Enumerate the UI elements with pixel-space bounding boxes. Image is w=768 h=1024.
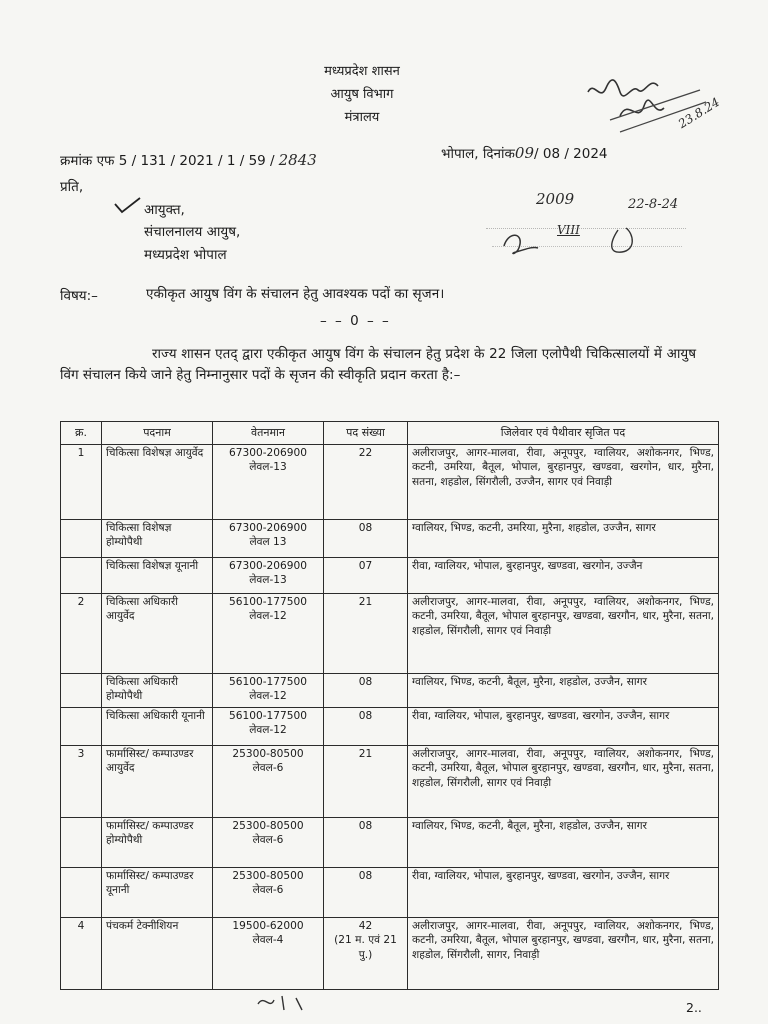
recipient-to: प्रति,	[60, 179, 84, 195]
separator: – – 0 – –	[320, 313, 391, 329]
table-row	[61, 558, 719, 594]
recipient-line3: मध्यप्रदेश भोपाल	[144, 247, 227, 263]
cell-districts: ग्वालियर, भिण्ड, कटनी, बैतूल, मुरैना, शहडोल, उज्जैन, सागर	[408, 674, 719, 708]
cell-count: 08	[324, 674, 408, 708]
recipient-line1: आयुक्त,	[144, 202, 185, 218]
table-header-row	[61, 422, 719, 445]
cell-sn	[61, 674, 102, 708]
cell-count: 08	[324, 818, 408, 868]
cell-count: 08	[324, 708, 408, 746]
header-post: पदनाम	[102, 422, 213, 445]
handwritten-day: 09	[514, 144, 535, 162]
govt-header: मध्यप्रदेश शासन	[324, 64, 400, 79]
posts-table	[60, 421, 719, 990]
cell-count: 21	[324, 746, 408, 818]
cell-districts: अलीराजपुर, आगर-मालवा, रीवा, अनूपपुर, ग्वालियर, अशोकनगर, भिण्ड, कटनी, उमरिया, बैतूल, भोपाल बुरहानपुर, खण्डवा, खरगौन, धार, मुरैना, सतना, शहडोल, सिंगरौली, सागर, निवाड़ी	[408, 918, 719, 990]
table-row	[61, 818, 719, 868]
header-sn: क्र.	[61, 422, 102, 445]
cell-districts: ग्वालियर, भिण्ड, कटनी, उमरिया, मुरैना, शहडोल, उज्जैन, सागर	[408, 520, 719, 558]
table-row	[61, 520, 719, 558]
order-paragraph: राज्य शासन एतद् द्वारा एकीकृत आयुष विंग के संचालन हेतु प्रदेश के 22 जिला एलोपैथी चिकित्सालयों में आयुष विंग संचालन किये जाने हेतु निम्नानुसार पदों के सृजन की स्वीकृति प्रदान करता है:–	[60, 346, 696, 383]
table-row	[61, 918, 719, 990]
cell-districts: ग्वालियर, भिण्ड, कटनी, बैतूल, मुरैना, शहडोल, उज्जैन, सागर	[408, 818, 719, 868]
cell-sn: 2	[61, 594, 102, 674]
cell-sn	[61, 708, 102, 746]
cell-scale: 25300-80500 लेवल-6	[213, 818, 324, 868]
cell-post: चिकित्सा अधिकारी होम्योपैथी	[102, 674, 213, 708]
cell-districts: रीवा, ग्वालियर, भोपाल, बुरहानपुर, खण्डवा, खरगोन, उज्जैन, सागर	[408, 868, 719, 918]
subject-label: विषय:–	[60, 288, 98, 304]
table-row	[61, 674, 719, 708]
cell-scale: 56100-177500 लेवल-12	[213, 708, 324, 746]
cell-scale: 25300-80500 लेवल-6	[213, 868, 324, 918]
table-row	[61, 594, 719, 674]
handwritten-inward-number: 2009	[536, 190, 575, 208]
handwritten-inward-date: 22-8-24	[628, 197, 679, 212]
cell-post: पंचकर्म टेक्नीशियन	[102, 918, 213, 990]
header-districts: जिलेवार एवं पैथीवार सृजित पद	[408, 422, 719, 445]
cell-sn	[61, 818, 102, 868]
cell-sn	[61, 520, 102, 558]
handwritten-ref-number: 2843	[278, 151, 317, 169]
cell-scale: 67300-206900 लेवल-13	[213, 558, 324, 594]
cell-scale: 56100-177500 लेवल-12	[213, 674, 324, 708]
table-row	[61, 708, 719, 746]
subject-text: एकीकृत आयुष विंग के संचालन हेतु आवश्यक पदों का सृजन।	[146, 286, 445, 302]
table-row	[61, 445, 719, 520]
cell-sn	[61, 868, 102, 918]
cell-scale: 19500-62000 लेवल-4	[213, 918, 324, 990]
cell-districts: अलीराजपुर, आगर-मालवा, रीवा, अनूपपुर, ग्वालियर, अशोकनगर, भिण्ड, कटनी, उमरिया, बैतूल, भोपाल बुरहानपुर, खण्डवा, खरगौन, धार, मुरैना, सतना, शहडोल, सिंगरौली, सागर एवं निवाड़ी	[408, 594, 719, 674]
handwritten-initials	[498, 224, 648, 262]
header-count: पद संख्या	[324, 422, 408, 445]
ministry-header: मंत्रालय	[344, 110, 380, 125]
cell-sn: 4	[61, 918, 102, 990]
cell-count: 21	[324, 594, 408, 674]
place-date: भोपाल, दिनांक09/ 08 / 2024	[441, 144, 608, 162]
cell-post: फार्मासिस्ट/ कम्पाउण्डर यूनानी	[102, 868, 213, 918]
handwritten-section: VIII	[557, 223, 580, 237]
cell-scale: 67300-206900 लेवल 13	[213, 520, 324, 558]
cell-count: 08	[324, 520, 408, 558]
cell-sn: 3	[61, 746, 102, 818]
handwritten-mark-bottom	[252, 990, 332, 1014]
cell-scale: 67300-206900 लेवल-13	[213, 445, 324, 520]
cell-post: फार्मासिस्ट/ कम्पाउण्डर होम्योपैथी	[102, 818, 213, 868]
count-note: (21 म. एवं 21 पु.)	[334, 934, 397, 961]
cell-sn	[61, 558, 102, 594]
cell-count: 22	[324, 445, 408, 520]
cell-count: 07	[324, 558, 408, 594]
tick-mark-icon	[112, 196, 142, 216]
cell-districts: अलीराजपुर, आगर-मालवा, रीवा, अनूपपुर, ग्वालियर, अशोकनगर, भिण्ड, कटनी, उमरिया, बैतूल, भोपाल बुरहानपुर, खण्डवा, खरगौन, धार, मुरैना, सतना, शहडोल, सिंगरौली, सागर एवं निवाड़ी	[408, 746, 719, 818]
cell-districts: अलीराजपुर, आगर-मालवा, रीवा, अनूपपुर, ग्वालियर, अशोकनगर, भिण्ड, कटनी, उमरिया, बैतूल, भोपाल, बुरहानपुर, खण्डवा, खरगोन, धार, मुरैना, सतना, शहडोल, सिंगरौली, उज्जैन, सागर एवं निवाड़ी	[408, 445, 719, 520]
page-marker: 2..	[686, 1000, 702, 1015]
cell-districts: रीवा, ग्वालियर, भोपाल, बुरहानपुर, खण्डवा, खरगोन, उज्जैन, सागर	[408, 708, 719, 746]
cell-scale: 25300-80500 लेवल-6	[213, 746, 324, 818]
cell-count: 42 (21 म. एवं 21 पु.)	[324, 918, 408, 990]
department-header: आयुष विभाग	[330, 87, 394, 102]
cell-districts: रीवा, ग्वालियर, भोपाल, बुरहानपुर, खण्डवा, खरगोन, उज्जैन	[408, 558, 719, 594]
cell-count: 08	[324, 868, 408, 918]
cell-post: चिकित्सा विशेषज्ञ होम्योपैथी	[102, 520, 213, 558]
cell-post: फार्मासिस्ट/ कम्पाउण्डर आयुर्वेद	[102, 746, 213, 818]
table-row	[61, 746, 719, 818]
handwritten-date-top: 23.8.24	[675, 94, 723, 132]
cell-sn: 1	[61, 445, 102, 520]
cell-post: चिकित्सा अधिकारी आयुर्वेद	[102, 594, 213, 674]
table-row	[61, 868, 719, 918]
recipient-line2: संचालनालय आयुष,	[144, 224, 241, 240]
reference-number: क्रमांक एफ 5 / 131 / 2021 / 1 / 59 / 2843	[60, 151, 317, 169]
cell-scale: 56100-177500 लेवल-12	[213, 594, 324, 674]
cell-post: चिकित्सा अधिकारी यूनानी	[102, 708, 213, 746]
cell-post: चिकित्सा विशेषज्ञ यूनानी	[102, 558, 213, 594]
header-scale: वेतनमान	[213, 422, 324, 445]
cell-post: चिकित्सा विशेषज्ञ आयुर्वेद	[102, 445, 213, 520]
